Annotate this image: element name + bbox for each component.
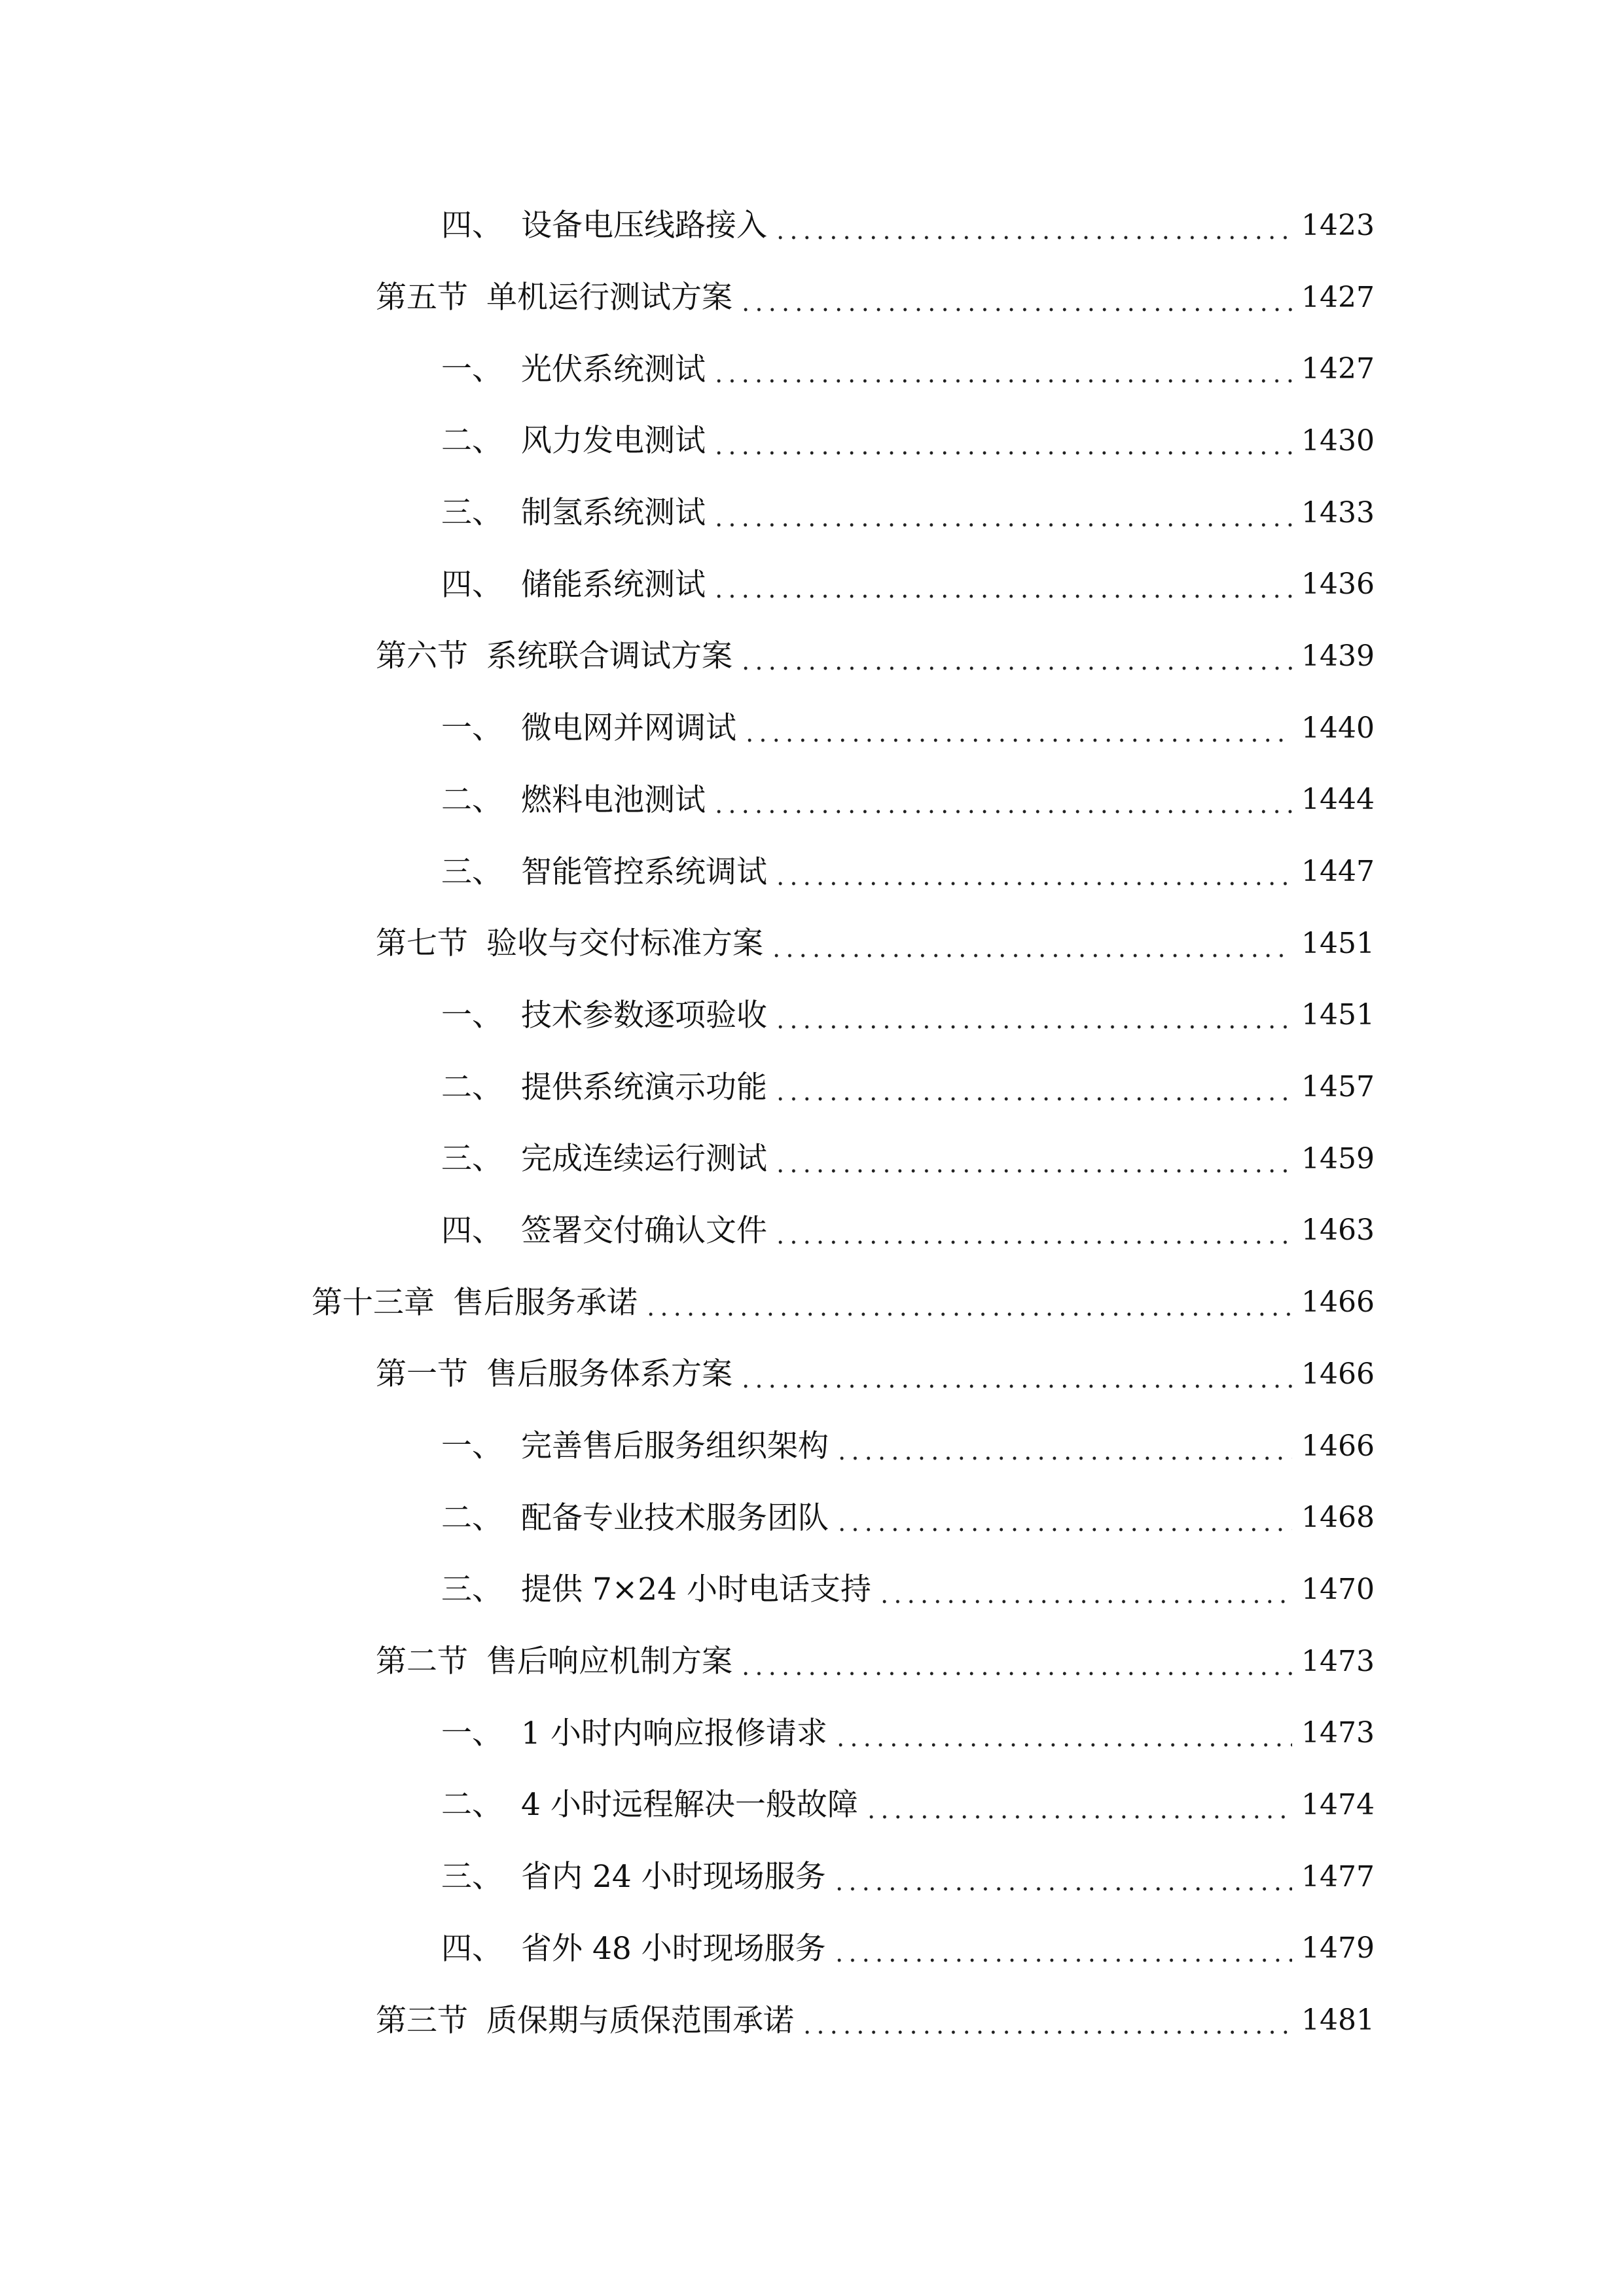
toc-entry[interactable] bbox=[0, 1338, 1624, 1410]
toc-entry[interactable] bbox=[0, 1626, 1624, 1698]
dot-leader bbox=[801, 2030, 1292, 2035]
toc-entry-label bbox=[441, 351, 706, 387]
toc-entry[interactable] bbox=[0, 908, 1624, 980]
toc-entry-number: 二、 bbox=[441, 423, 503, 459]
toc-entry-label bbox=[376, 1356, 732, 1393]
toc-entry-number: 二、 bbox=[441, 1499, 503, 1536]
toc-entry[interactable] bbox=[0, 836, 1624, 908]
toc-entry[interactable] bbox=[0, 548, 1624, 620]
toc-entry-line bbox=[441, 1787, 1624, 1823]
toc-entry-number: 第十三章 bbox=[312, 1284, 435, 1321]
toc-entry-number: 第二节 bbox=[376, 1643, 468, 1680]
dot-leader bbox=[774, 1168, 1292, 1174]
dot-leader bbox=[833, 1958, 1292, 1963]
dot-leader bbox=[712, 450, 1292, 456]
toc-entry-label bbox=[441, 1499, 829, 1536]
toc-entry-line bbox=[376, 925, 1624, 962]
toc-entry-label bbox=[376, 279, 732, 316]
toc-entry-label bbox=[441, 853, 767, 890]
toc-entry-title: 提供系统演示功能 bbox=[521, 1069, 767, 1105]
toc-entry-page-number: 1433 bbox=[1301, 495, 1375, 529]
table-of-contents bbox=[0, 190, 1624, 2056]
toc-entry[interactable] bbox=[0, 333, 1624, 405]
toc-entry[interactable] bbox=[0, 1913, 1624, 1985]
toc-entry-label bbox=[441, 566, 706, 603]
toc-entry-label bbox=[376, 2002, 794, 2039]
toc-entry-label bbox=[441, 1069, 767, 1105]
toc-entry-label bbox=[441, 1212, 767, 1249]
toc-entry-title: 售后服务体系方案 bbox=[486, 1356, 732, 1393]
toc-entry-title: 完善售后服务组织架构 bbox=[521, 1428, 829, 1465]
dot-leader bbox=[878, 1599, 1292, 1604]
dot-leader bbox=[712, 378, 1292, 384]
toc-entry-number: 四、 bbox=[441, 1930, 503, 1967]
toc-entry-page-number: 1427 bbox=[1301, 280, 1375, 314]
dot-leader bbox=[834, 1742, 1292, 1748]
dot-leader bbox=[770, 953, 1292, 958]
toc-entry-number: 一、 bbox=[441, 710, 503, 747]
dot-leader bbox=[743, 738, 1292, 743]
dot-leader bbox=[774, 1024, 1292, 1030]
toc-entry-number: 一、 bbox=[441, 997, 503, 1033]
toc-entry-title: 签署交付确认文件 bbox=[521, 1212, 767, 1249]
toc-entry-line bbox=[441, 1141, 1624, 1177]
toc-entry-line bbox=[441, 495, 1624, 531]
toc-entry-title: 售后响应机制方案 bbox=[486, 1643, 732, 1680]
toc-entry-title: 系统联合调试方案 bbox=[486, 638, 732, 675]
toc-entry-number: 四、 bbox=[441, 566, 503, 603]
toc-entry-title: 制氢系统测试 bbox=[521, 495, 706, 531]
toc-entry-line bbox=[441, 1212, 1624, 1249]
toc-entry-line bbox=[441, 997, 1624, 1033]
toc-entry-title: 智能管控系统调试 bbox=[521, 853, 767, 890]
toc-entry[interactable] bbox=[0, 692, 1624, 764]
dot-leader bbox=[774, 1240, 1292, 1245]
toc-entry-page-number: 1479 bbox=[1301, 1931, 1375, 1965]
toc-entry-label bbox=[441, 1141, 767, 1177]
toc-entry-page-number: 1436 bbox=[1301, 567, 1375, 601]
toc-entry-line bbox=[376, 279, 1624, 316]
toc-entry-line bbox=[376, 2002, 1624, 2039]
toc-entry-number: 一、 bbox=[441, 1428, 503, 1465]
toc-entry-label bbox=[441, 781, 706, 818]
toc-entry-label bbox=[376, 925, 763, 962]
dot-leader bbox=[644, 1312, 1292, 1317]
toc-entry[interactable] bbox=[0, 620, 1624, 692]
dot-leader bbox=[712, 522, 1292, 528]
toc-entry-page-number: 1451 bbox=[1301, 998, 1375, 1032]
toc-entry-title: 技术参数逐项验收 bbox=[521, 997, 767, 1033]
toc-entry-number: 三、 bbox=[441, 495, 503, 531]
toc-entry-line bbox=[441, 1715, 1624, 1751]
toc-entry-page-number: 1468 bbox=[1301, 1501, 1375, 1535]
toc-entry-page-number: 1444 bbox=[1301, 783, 1375, 817]
toc-entry-line bbox=[441, 207, 1624, 244]
toc-entry-number: 三、 bbox=[441, 853, 503, 890]
toc-entry-number: 四、 bbox=[441, 1212, 503, 1249]
toc-entry-line bbox=[441, 1859, 1624, 1895]
toc-entry-line bbox=[376, 1356, 1624, 1393]
toc-entry-number: 一、 bbox=[441, 351, 503, 387]
toc-entry-number: 四、 bbox=[441, 207, 503, 244]
toc-entry-line bbox=[441, 423, 1624, 459]
toc-entry-label bbox=[441, 1787, 858, 1823]
toc-entry[interactable] bbox=[0, 1482, 1624, 1554]
toc-entry-page-number: 1481 bbox=[1301, 2003, 1375, 2037]
toc-entry-title: 微电网并网调试 bbox=[521, 710, 736, 747]
toc-entry-number: 一、 bbox=[441, 1715, 503, 1751]
toc-entry-page-number: 1439 bbox=[1301, 639, 1375, 673]
toc-entry-page-number: 1466 bbox=[1301, 1285, 1375, 1319]
toc-entry-page-number: 1457 bbox=[1301, 1070, 1375, 1104]
toc-entry-page-number: 1477 bbox=[1301, 1859, 1375, 1893]
toc-entry-line bbox=[441, 1428, 1624, 1465]
toc-entry-title: 省外 48 小时现场服务 bbox=[521, 1930, 826, 1967]
toc-entry-label bbox=[441, 423, 706, 459]
toc-entry-label bbox=[312, 1284, 638, 1321]
toc-entry-page-number: 1473 bbox=[1301, 1644, 1375, 1678]
toc-entry-number: 三、 bbox=[441, 1859, 503, 1895]
toc-entry-label bbox=[441, 495, 706, 531]
toc-entry[interactable] bbox=[0, 1051, 1624, 1123]
toc-entry-line bbox=[441, 853, 1624, 890]
toc-entry-title: 燃料电池测试 bbox=[521, 781, 706, 818]
toc-entry-number: 三、 bbox=[441, 1571, 503, 1608]
toc-entry[interactable] bbox=[0, 1769, 1624, 1841]
toc-entry-page-number: 1466 bbox=[1301, 1357, 1375, 1391]
toc-entry-number: 第六节 bbox=[376, 638, 468, 675]
toc-entry[interactable] bbox=[0, 1697, 1624, 1769]
toc-entry[interactable] bbox=[0, 1195, 1624, 1267]
toc-entry-line bbox=[441, 1499, 1624, 1536]
dot-leader bbox=[739, 666, 1292, 671]
toc-entry-title: 完成连续运行测试 bbox=[521, 1141, 767, 1177]
toc-entry[interactable] bbox=[0, 980, 1624, 1052]
toc-entry[interactable] bbox=[0, 1410, 1624, 1482]
toc-entry-number: 二、 bbox=[441, 1787, 503, 1823]
toc-entry-page-number: 1423 bbox=[1301, 208, 1375, 242]
toc-entry[interactable] bbox=[0, 1554, 1624, 1626]
toc-entry-title: 设备电压线路接入 bbox=[521, 207, 767, 244]
toc-entry-title: 省内 24 小时现场服务 bbox=[521, 1859, 826, 1895]
toc-entry-page-number: 1473 bbox=[1301, 1716, 1375, 1750]
toc-entry-label bbox=[376, 1643, 732, 1680]
toc-entry-title: 4 小时远程解决一般故障 bbox=[521, 1787, 858, 1823]
dot-leader bbox=[774, 1096, 1292, 1102]
toc-entry-line bbox=[441, 566, 1624, 603]
toc-entry[interactable] bbox=[0, 1841, 1624, 1913]
toc-entry-line bbox=[441, 1069, 1624, 1105]
dot-leader bbox=[774, 235, 1292, 240]
toc-entry[interactable] bbox=[0, 1984, 1624, 2056]
toc-entry-line bbox=[441, 1571, 1624, 1608]
toc-entry-line bbox=[312, 1284, 1624, 1321]
toc-entry-number: 第一节 bbox=[376, 1356, 468, 1393]
toc-entry-title: 提供 7×24 小时电话支持 bbox=[521, 1571, 871, 1608]
toc-entry-page-number: 1447 bbox=[1301, 855, 1375, 889]
toc-entry-label bbox=[441, 1428, 829, 1465]
toc-entry-page-number: 1470 bbox=[1301, 1572, 1375, 1606]
toc-entry-number: 二、 bbox=[441, 1069, 503, 1105]
toc-entry-title: 质保期与质保范围承诺 bbox=[486, 2002, 794, 2039]
toc-entry-line bbox=[441, 351, 1624, 387]
toc-entry-title: 配备专业技术服务团队 bbox=[521, 1499, 829, 1536]
toc-entry[interactable] bbox=[0, 1123, 1624, 1195]
toc-entry[interactable] bbox=[0, 1266, 1624, 1338]
dot-leader bbox=[865, 1814, 1292, 1820]
toc-entry-number: 三、 bbox=[441, 1141, 503, 1177]
toc-entry[interactable] bbox=[0, 262, 1624, 334]
toc-entry[interactable] bbox=[0, 405, 1624, 477]
toc-entry-label bbox=[441, 997, 767, 1033]
toc-entry-label bbox=[441, 1571, 871, 1608]
toc-entry[interactable] bbox=[0, 477, 1624, 549]
dot-leader bbox=[739, 307, 1292, 312]
toc-entry-label bbox=[376, 638, 732, 675]
toc-entry-line bbox=[441, 1930, 1624, 1967]
toc-entry-number: 第三节 bbox=[376, 2002, 468, 2039]
dot-leader bbox=[833, 1886, 1292, 1892]
toc-entry-title: 风力发电测试 bbox=[521, 423, 706, 459]
toc-entry-page-number: 1427 bbox=[1301, 352, 1375, 386]
toc-entry-line bbox=[376, 1643, 1624, 1680]
toc-entry-title: 光伏系统测试 bbox=[521, 351, 706, 387]
toc-entry-label bbox=[441, 1715, 827, 1751]
toc-entry-line bbox=[441, 781, 1624, 818]
toc-entry-page-number: 1466 bbox=[1301, 1429, 1375, 1463]
toc-entry-label bbox=[441, 710, 736, 747]
toc-entry-label bbox=[441, 1930, 826, 1967]
dot-leader bbox=[712, 594, 1292, 599]
toc-entry-page-number: 1451 bbox=[1301, 926, 1375, 960]
toc-entry[interactable] bbox=[0, 764, 1624, 836]
toc-entry-title: 1 小时内响应报修请求 bbox=[521, 1715, 827, 1751]
toc-entry-title: 单机运行测试方案 bbox=[486, 279, 732, 316]
toc-entry[interactable] bbox=[0, 190, 1624, 262]
toc-entry-page-number: 1459 bbox=[1301, 1141, 1375, 1175]
toc-entry-line bbox=[376, 638, 1624, 675]
toc-entry-number: 二、 bbox=[441, 781, 503, 818]
toc-entry-title: 售后服务承诺 bbox=[453, 1284, 638, 1321]
dot-leader bbox=[739, 1671, 1292, 1676]
toc-entry-title: 验收与交付标准方案 bbox=[486, 925, 763, 962]
dot-leader bbox=[774, 881, 1292, 886]
dot-leader bbox=[835, 1527, 1292, 1532]
toc-entry-page-number: 1430 bbox=[1301, 423, 1375, 457]
toc-entry-title: 储能系统测试 bbox=[521, 566, 706, 603]
toc-entry-label bbox=[441, 1859, 826, 1895]
toc-entry-line bbox=[441, 710, 1624, 747]
dot-leader bbox=[712, 809, 1292, 814]
toc-entry-number: 第七节 bbox=[376, 925, 468, 962]
toc-entry-page-number: 1440 bbox=[1301, 711, 1375, 745]
toc-entry-page-number: 1474 bbox=[1301, 1787, 1375, 1821]
toc-entry-number: 第五节 bbox=[376, 279, 468, 316]
dot-leader bbox=[739, 1384, 1292, 1389]
toc-entry-page-number: 1463 bbox=[1301, 1213, 1375, 1247]
toc-entry-label bbox=[441, 207, 767, 244]
dot-leader bbox=[835, 1456, 1292, 1461]
